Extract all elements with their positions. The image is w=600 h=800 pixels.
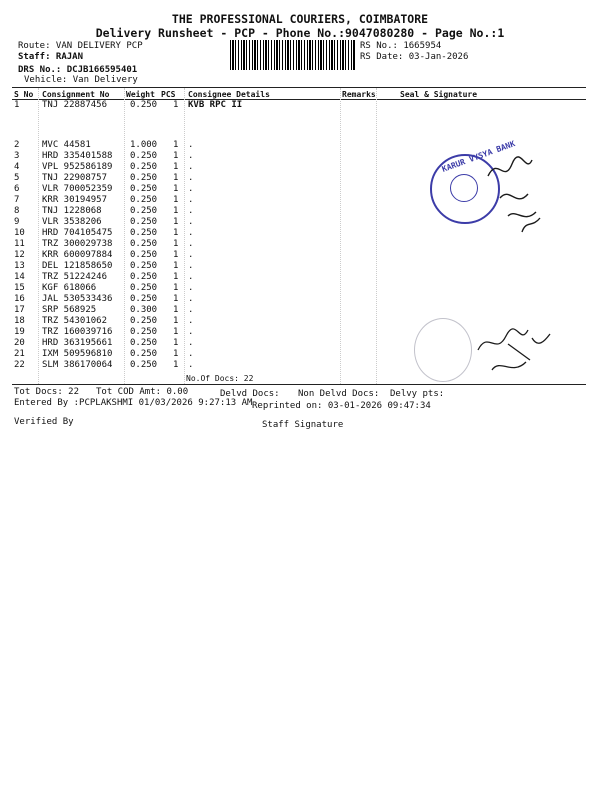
row-weight: 0.250 <box>130 239 158 249</box>
row-weight: 0.250 <box>130 261 158 271</box>
row-sno: 1 <box>14 100 20 110</box>
row-sno: 5 <box>14 173 20 183</box>
col-pcs: PCS <box>161 90 176 99</box>
row-pcs: 1 <box>173 305 179 315</box>
row-consignee: . <box>188 217 194 227</box>
reprinted-on: Reprinted on: 03-01-2026 09:47:34 <box>252 401 431 411</box>
handwritten-signature <box>468 314 558 380</box>
row-consignee: . <box>188 349 194 359</box>
row-weight: 0.250 <box>130 228 158 238</box>
row-pcs: 1 <box>173 100 179 110</box>
row-consignee: . <box>188 151 194 161</box>
row-consignment-no: KGF 618066 <box>42 283 97 293</box>
bank-seal-text: KARUR VYSYA BANK <box>440 139 517 174</box>
row-consignment-no: IXM 509596810 <box>42 349 113 359</box>
row-consignment-no: KRR 30194957 <box>42 195 108 205</box>
row-pcs: 1 <box>173 360 179 370</box>
row-pcs: 1 <box>173 239 179 249</box>
row-pcs: 1 <box>173 173 179 183</box>
row-weight: 0.250 <box>130 217 158 227</box>
row-consignee: . <box>188 195 194 205</box>
row-sno: 21 <box>14 349 25 359</box>
row-pcs: 1 <box>173 272 179 282</box>
company-title: THE PROFESSIONAL COURIERS, COIMBATORE <box>171 12 429 26</box>
row-pcs: 1 <box>173 294 179 304</box>
row-sno: 2 <box>14 140 20 150</box>
row-weight: 0.250 <box>130 173 158 183</box>
row-consignment-no: TNJ 22887456 <box>42 100 108 110</box>
row-consignee: . <box>188 272 194 282</box>
no-of-docs: No.Of Docs: 22 <box>186 374 254 383</box>
row-consignment-no: TRZ 300029738 <box>42 239 113 249</box>
row-weight: 0.250 <box>130 360 158 370</box>
col-remarks: Remarks <box>342 90 376 99</box>
row-sno: 20 <box>14 338 25 348</box>
staff-signature: Staff Signature <box>262 420 344 430</box>
row-sno: 22 <box>14 360 25 370</box>
row-consignment-no: SRP 568925 <box>42 305 97 315</box>
delvd-docs: Delvd Docs: <box>220 389 280 399</box>
row-weight: 0.250 <box>130 162 158 172</box>
row-sno: 15 <box>14 283 25 293</box>
row-consignment-no: JAL 530533436 <box>42 294 113 304</box>
row-pcs: 1 <box>173 162 179 172</box>
route-label: Route: VAN DELIVERY PCP <box>18 41 143 51</box>
col-sno: S No <box>14 90 34 99</box>
row-consignment-no: TRZ 54301062 <box>42 316 108 326</box>
row-weight: 0.250 <box>130 250 158 260</box>
row-weight: 0.250 <box>130 327 158 337</box>
row-sno: 11 <box>14 239 25 249</box>
row-weight: 0.250 <box>130 184 158 194</box>
row-weight: 0.250 <box>130 283 158 293</box>
row-pcs: 1 <box>173 217 179 227</box>
staff-label: Staff: RAJAN <box>18 52 84 62</box>
row-weight: 0.250 <box>130 294 158 304</box>
table-row <box>0 272 600 283</box>
row-consignment-no: HRD 335401588 <box>42 151 113 161</box>
table-row <box>0 261 600 272</box>
table-row <box>0 294 600 305</box>
row-sno: 19 <box>14 327 25 337</box>
row-consignment-no: HRD 363195661 <box>42 338 113 348</box>
row-weight: 0.300 <box>130 305 158 315</box>
row-consignee: KVB RPC II <box>188 100 243 110</box>
table-rule-bottom <box>12 384 586 385</box>
row-sno: 9 <box>14 217 20 227</box>
row-weight: 1.000 <box>130 140 158 150</box>
row-weight: 0.250 <box>130 100 158 110</box>
col-consignment: Consignment No <box>42 90 110 99</box>
row-consignment-no: MVC 44581 <box>42 140 91 150</box>
drs-number: DRS No.: DCJB166595401 <box>18 65 138 75</box>
row-consignee: . <box>188 338 194 348</box>
table-row <box>0 239 600 250</box>
row-weight: 0.250 <box>130 316 158 326</box>
row-sno: 17 <box>14 305 25 315</box>
row-weight: 0.250 <box>130 272 158 282</box>
row-consignment-no: TNJ 22908757 <box>42 173 108 183</box>
row-consignee: . <box>188 316 194 326</box>
row-pcs: 1 <box>173 250 179 260</box>
table-row <box>0 100 600 111</box>
row-consignee: . <box>188 327 194 337</box>
row-sno: 16 <box>14 294 25 304</box>
row-sno: 10 <box>14 228 25 238</box>
row-consignee: . <box>188 239 194 249</box>
row-pcs: 1 <box>173 228 179 238</box>
entered-by: Entered By :PCPLAKSHMI 01/03/2026 9:27:13 AM <box>14 398 253 408</box>
row-consignment-no: HRD 704105475 <box>42 228 113 238</box>
row-consignment-no: VPL 952586189 <box>42 162 113 172</box>
row-pcs: 1 <box>173 140 179 150</box>
tot-cod-amt: Tot COD Amt: 0.00 <box>96 387 189 397</box>
row-consignee: . <box>188 305 194 315</box>
row-consignment-no: VLR 700052359 <box>42 184 113 194</box>
rs-date: RS Date: 03-Jan-2026 <box>360 52 469 62</box>
row-sno: 14 <box>14 272 25 282</box>
row-sno: 7 <box>14 195 20 205</box>
table-row <box>0 283 600 294</box>
header-rule-top <box>12 87 586 88</box>
row-pcs: 1 <box>173 206 179 216</box>
runsheet-title: Delivery Runsheet - PCP - Phone No.:9047080280 - Page No.:1 <box>95 26 505 40</box>
row-consignment-no: TRZ 51224246 <box>42 272 108 282</box>
rs-number: RS No.: 1665954 <box>360 41 442 51</box>
faded-seal-stamp <box>414 318 472 382</box>
row-pcs: 1 <box>173 349 179 359</box>
row-consignment-no: VLR 3538206 <box>42 217 102 227</box>
row-consignee: . <box>188 162 194 172</box>
row-sno: 6 <box>14 184 20 194</box>
vehicle-label: Vehicle: Van Delivery <box>24 75 138 85</box>
row-consignment-no: TNJ 1228068 <box>42 206 102 216</box>
row-weight: 0.250 <box>130 338 158 348</box>
row-sno: 3 <box>14 151 20 161</box>
row-consignee: . <box>188 206 194 216</box>
barcode <box>230 40 356 70</box>
col-weight: Weight <box>126 90 155 99</box>
col-consignee: Consignee Details <box>188 90 270 99</box>
row-pcs: 1 <box>173 327 179 337</box>
bank-seal-emblem <box>450 174 478 202</box>
row-sno: 18 <box>14 316 25 326</box>
row-consignee: . <box>188 173 194 183</box>
row-consignment-no: SLM 386170064 <box>42 360 113 370</box>
row-consignee: . <box>188 261 194 271</box>
row-consignee: . <box>188 140 194 150</box>
handwritten-signature <box>480 146 560 236</box>
row-consignee: . <box>188 360 194 370</box>
row-pcs: 1 <box>173 151 179 161</box>
row-consignee: . <box>188 283 194 293</box>
row-consignment-no: TRZ 160039716 <box>42 327 113 337</box>
col-seal: Seal & Signature <box>400 90 478 99</box>
row-weight: 0.250 <box>130 151 158 161</box>
row-pcs: 1 <box>173 195 179 205</box>
row-pcs: 1 <box>173 283 179 293</box>
row-weight: 0.250 <box>130 349 158 359</box>
row-sno: 13 <box>14 261 25 271</box>
row-sno: 12 <box>14 250 25 260</box>
delvy-pts: Delvy pts: <box>390 389 445 399</box>
row-consignee: . <box>188 250 194 260</box>
row-consignment-no: KRR 600097884 <box>42 250 113 260</box>
verified-by: Verified By <box>14 417 74 427</box>
row-consignment-no: DEL 121858650 <box>42 261 113 271</box>
row-weight: 0.250 <box>130 206 158 216</box>
tot-docs: Tot Docs: 22 <box>14 387 80 397</box>
table-row <box>0 250 600 261</box>
row-pcs: 1 <box>173 184 179 194</box>
row-consignee: . <box>188 294 194 304</box>
row-sno: 4 <box>14 162 20 172</box>
row-weight: 0.250 <box>130 195 158 205</box>
row-pcs: 1 <box>173 261 179 271</box>
row-pcs: 1 <box>173 338 179 348</box>
row-sno: 8 <box>14 206 20 216</box>
row-pcs: 1 <box>173 316 179 326</box>
row-consignee: . <box>188 228 194 238</box>
row-consignee: . <box>188 184 194 194</box>
non-delvd-docs: Non Delvd Docs: <box>298 389 380 399</box>
